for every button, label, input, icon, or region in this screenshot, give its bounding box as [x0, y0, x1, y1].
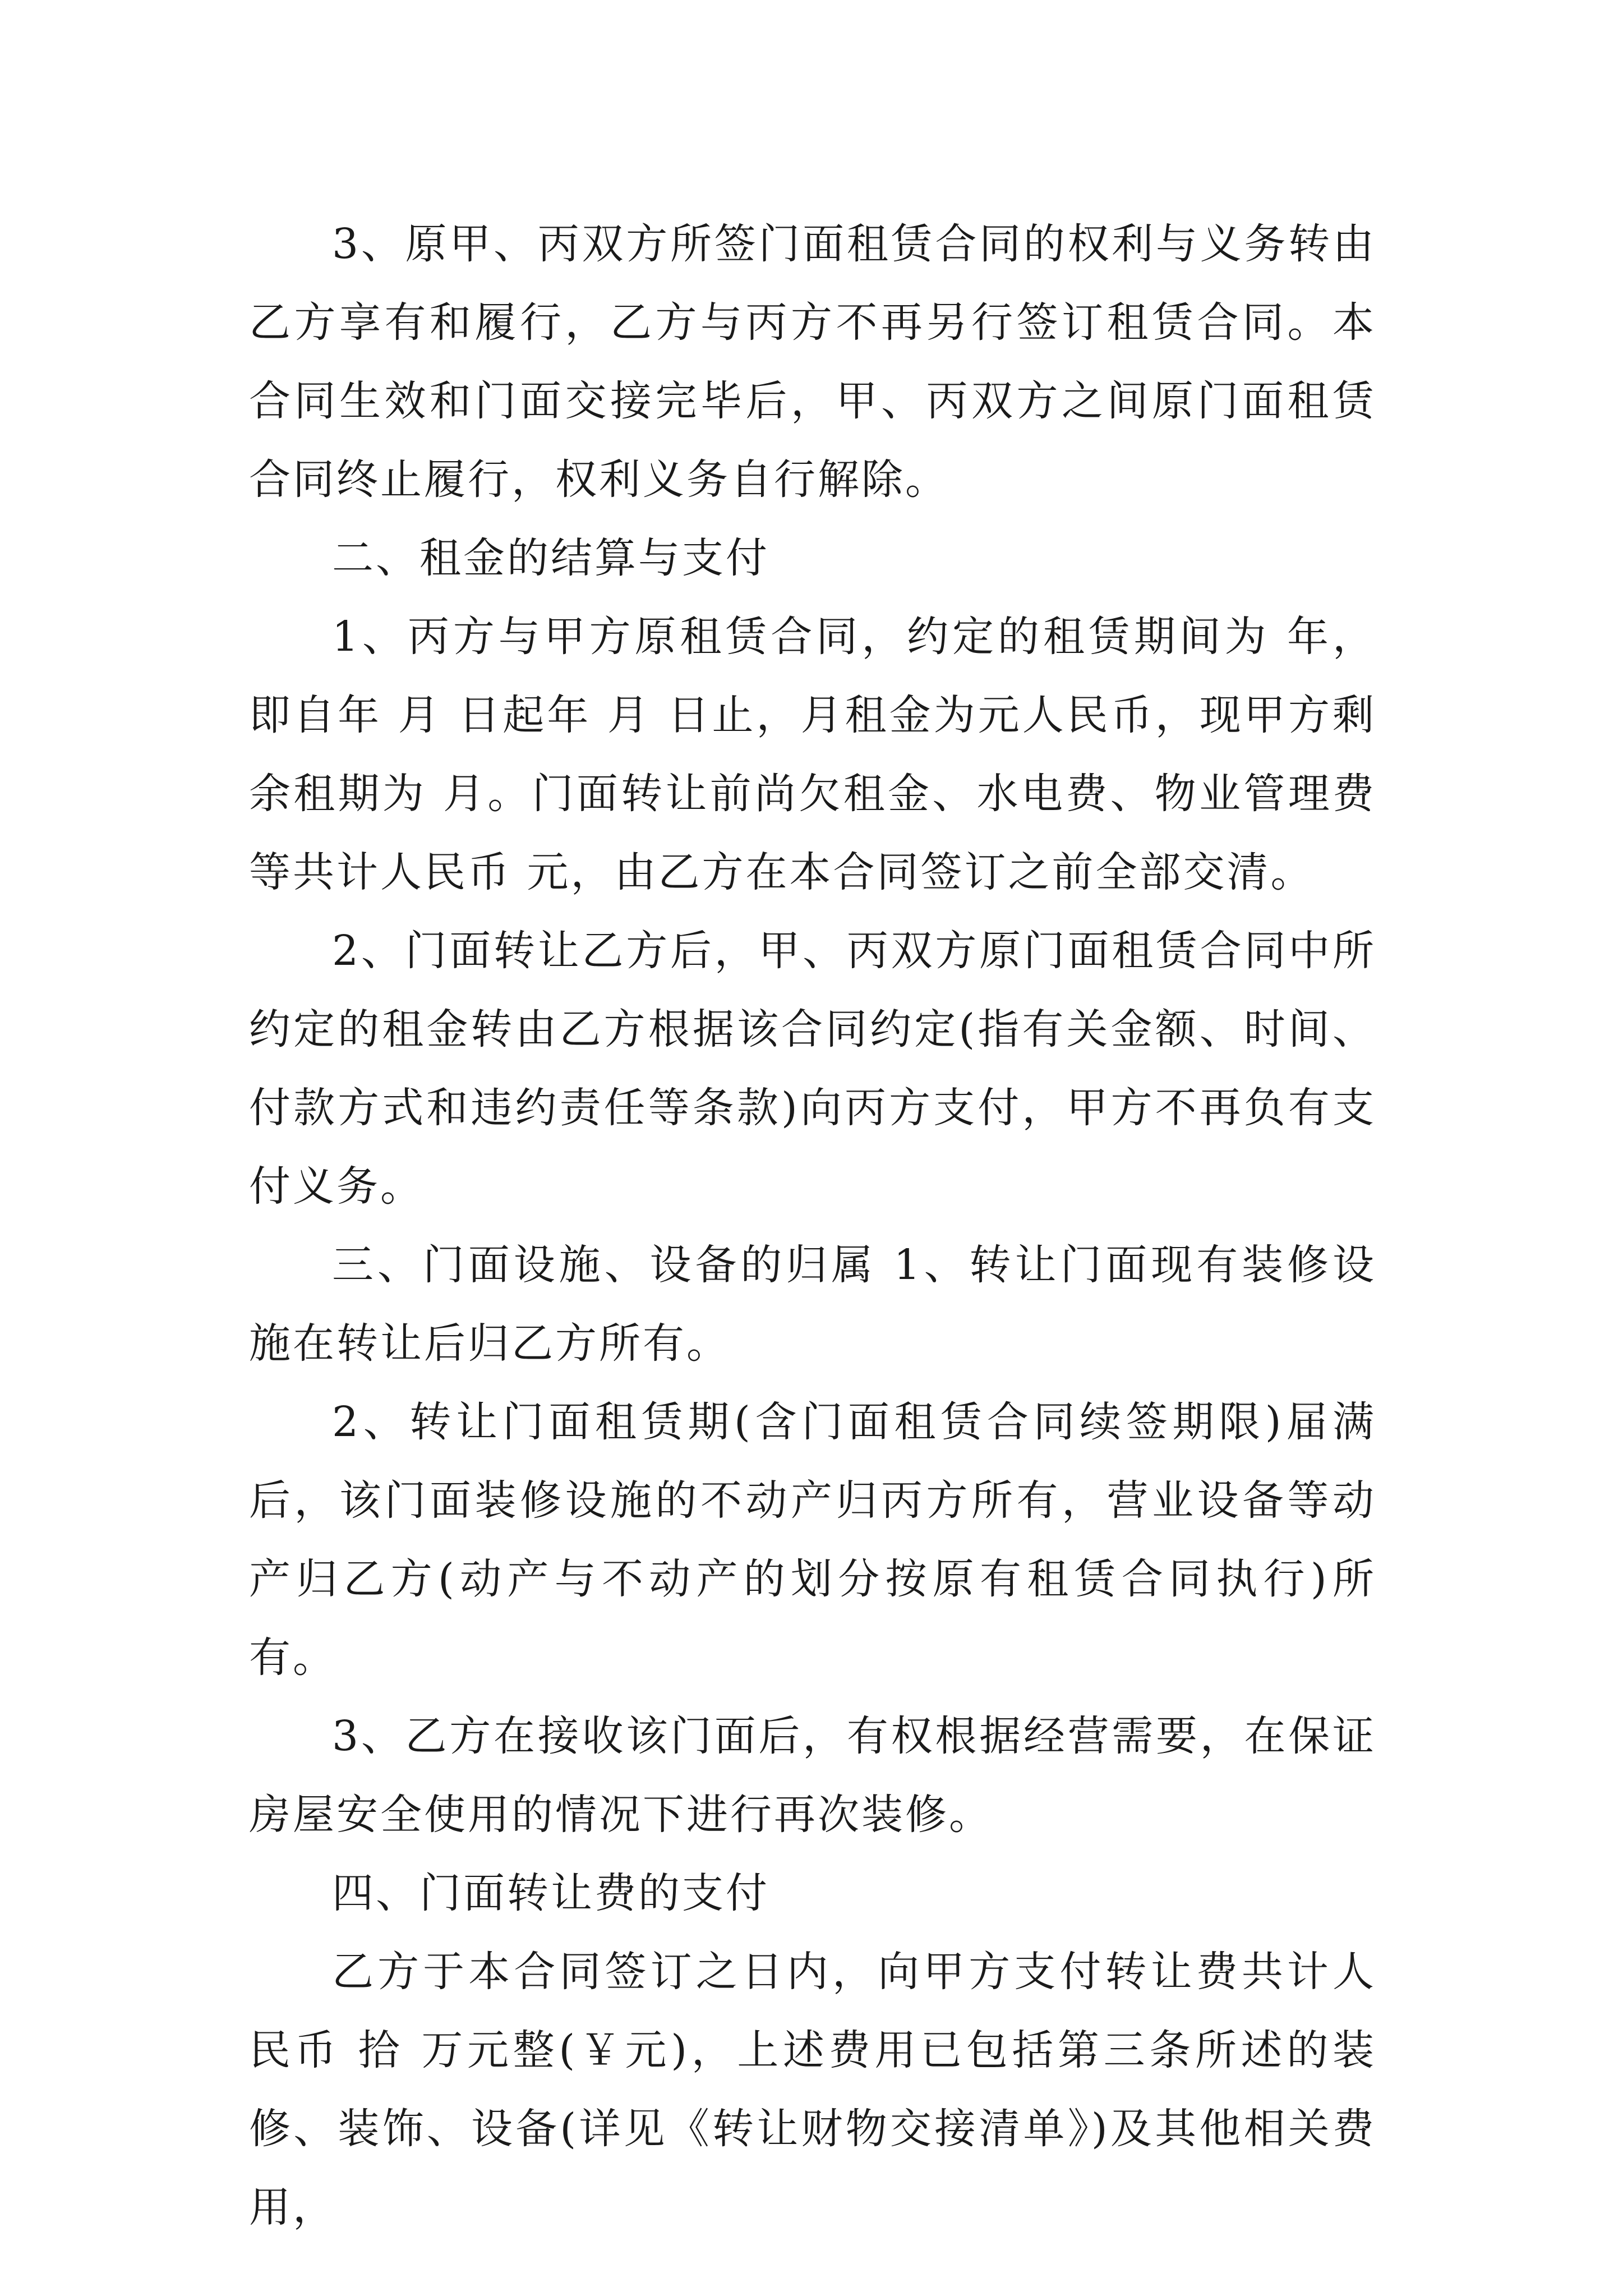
paragraph-renovation-right: 3、乙方在接收该门面后，有权根据经营需要，在保证房屋安全使用的情况下进行再次装修。	[249, 1712, 1376, 1839]
paragraph-rights-transfer: 3、原甲、丙双方所签门面租赁合同的权利与义务转由乙方享有和履行，乙方与丙方不再另行签订租赁合同。本合同生效和门面交接完毕后，甲、丙双方之间原门面租赁合同终止履行，权利义务自行解除。	[249, 220, 1376, 504]
paragraph-original-lease-term: 1、丙方与甲方原租赁合同，约定的租赁期间为 年，即自年 月 日起年 月 日止，月租金为元人民币，现甲方剩余租期为 月。门面转让前尚欠租金、水电费、物业管理费等共计人民币 元，由乙方在本合同签订之前全部交清。	[249, 613, 1376, 896]
section-heading-transfer-fee: 四、门面转让费的支付	[332, 1869, 769, 1917]
paragraph-rent-payment: 2、门面转让乙方后，甲、丙双方原门面租赁合同中所约定的租金转由乙方根据该合同约定(指有关金额、时间、付款方式和违约责任等条款)向丙方支付，甲方不再负有支付义务。	[249, 927, 1376, 1211]
section-heading-facilities-ownership: 三、门面设施、设备的归属 1、转让门面现有装修设施在转让后归乙方所有。	[249, 1241, 1376, 1368]
document-body	[249, 205, 1376, 2247]
paragraph-lease-expiry-ownership: 2、转让门面租赁期(含门面租赁合同续签期限)届满后，该门面装修设施的不动产归丙方所有，营业设备等动产归乙方(动产与不动产的划分按原有租赁合同执行)所有。	[249, 1398, 1376, 1682]
section-heading-rent-settlement: 二、租金的结算与支付	[332, 534, 769, 582]
paragraph-transfer-fee-payment: 乙方于本合同签订之日内，向甲方支付转让费共计人民币 拾 万元整(￥元)，上述费用已包括第三条所述的装修、装饰、设备(详见《转让财物交接清单》)及其他相关费用，	[249, 1948, 1376, 2231]
